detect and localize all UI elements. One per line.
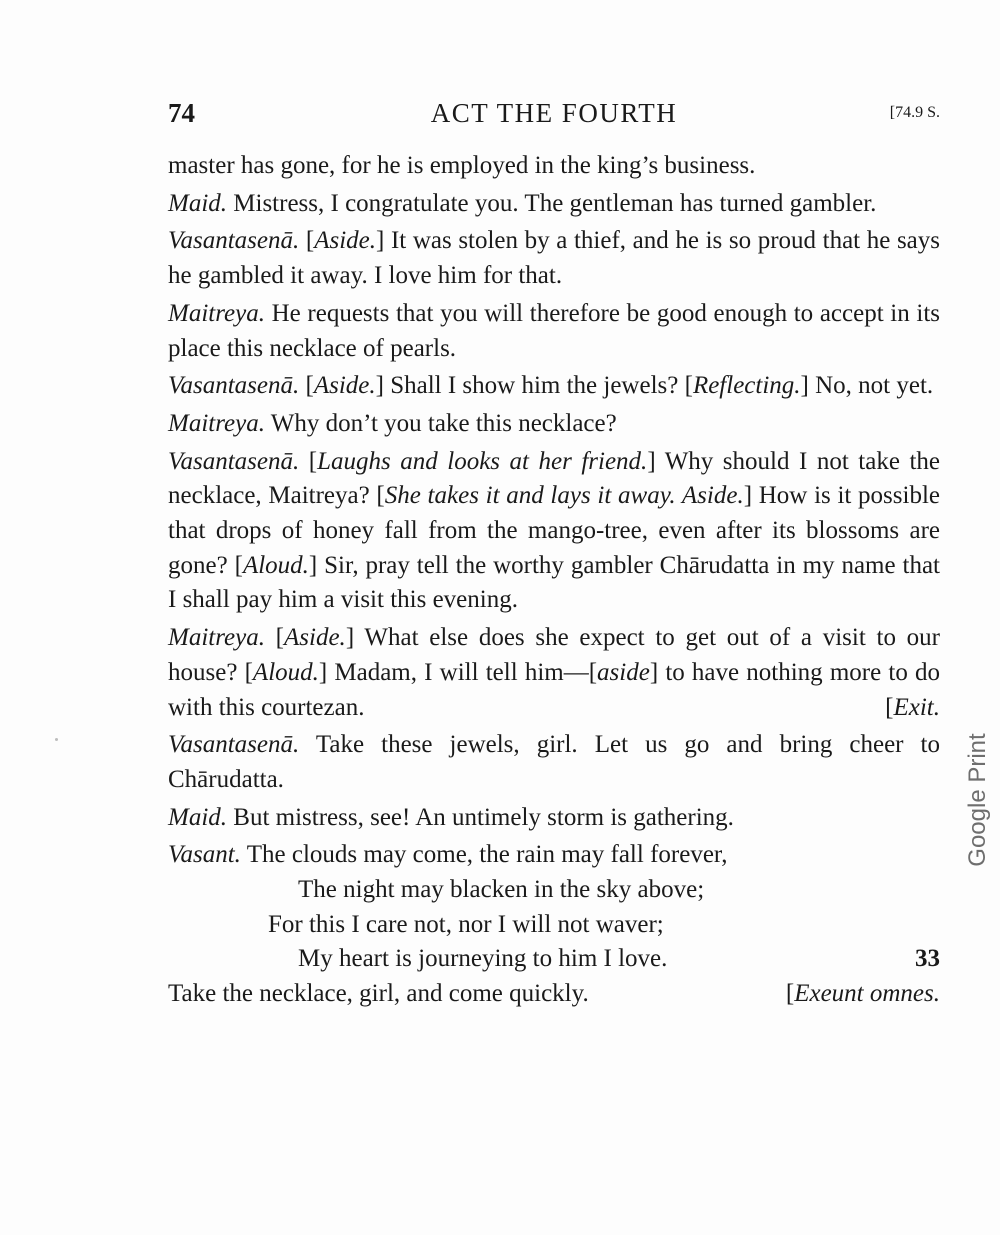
paragraph: master has gone, for he is employed in the king’s business. [168, 152, 756, 179]
paragraph: Take the necklace, girl, and come quickly. [Exeunt omnes. [168, 977, 940, 1012]
speaker-name: Maid. [168, 189, 228, 217]
stage-direction: She takes it and lays it away. Aside. [384, 482, 744, 510]
stage-direction: Aside. [284, 624, 346, 652]
speaker-name: Maid. [168, 803, 228, 831]
paragraph: Vasantasenā. [Aside.] It was stolen by a thief, and he is so proud that he says he gambled it away. I love him for that. [168, 227, 941, 290]
running-title: ACT THE FOURTH [430, 98, 678, 128]
verse-line: For this I care not, nor I will not waver; [268, 910, 664, 938]
speaker-name: Maitreya. [168, 409, 265, 437]
speaker-name: Vasant. [168, 841, 241, 869]
speaker-name: Vasantasenā. [168, 447, 300, 475]
verse-line: Vasant. The clouds may come, the rain may fall forever, [168, 841, 728, 869]
paragraph: Vasantasenā. [Aside.] Shall I show him the jewels? [Reflecting.] No, not yet. [168, 372, 934, 400]
speaker-name: Maitreya. [168, 299, 265, 327]
paragraph: Vasantasenā. [Laughs and looks at her friend.] Why should I not take the necklace, Maitreya? [She takes it and lays it away. Aside.] How is it possible that drops of honey fall from the mango-tree, even after its blossoms are gone? [Aloud.] Sir, pray tell the worthy gambler Chārudatta in my name that I shall pay him a visit this evening. [168, 447, 940, 614]
verse-number: 33 [915, 945, 940, 973]
stage-direction: Reflecting. [692, 372, 801, 400]
verse-line: My heart is journeying to him I love. 33 [168, 942, 940, 977]
paragraph: Maitreya. Why don’t you take this necklace? [168, 409, 617, 437]
exit-direction: [Exeunt omnes. [785, 980, 940, 1008]
speaker-name: Vasantasenā. [168, 372, 300, 400]
verse [168, 838, 940, 977]
stage-direction: Aloud. [242, 551, 309, 579]
stage-direction: Aside. [314, 227, 376, 255]
running-header [168, 98, 940, 132]
paragraph: Maid. Mistress, I congratulate you. The gentleman has turned gambler. [168, 189, 877, 217]
paragraph: Maitreya. He requests that you will therefore be good enough to accept in its place this necklace of pearls. [168, 299, 940, 362]
page-number: 74 [168, 98, 195, 128]
paragraph: Maitreya. [Aside.] What else does she expect to get out of a visit to our house? [Aloud.] Madam, I will tell him—[aside] to have nothing more to do with this courtezan. [Exit. [168, 621, 940, 725]
body-text [168, 149, 940, 1015]
stage-direction: aside [597, 658, 650, 686]
paragraph: Maid. But mistress, see! An untimely storm is gathering. [168, 803, 734, 831]
google-print-watermark: Google Print [964, 733, 991, 867]
paragraph: Vasantasenā. Take these jewels, girl. Let us go and bring cheer to Chārudatta. [168, 731, 940, 793]
stage-direction: Aside. [313, 372, 376, 400]
speaker-name: Vasantasenā. [168, 731, 300, 759]
stage-direction: Aloud. [252, 658, 319, 686]
stage-direction: Laughs and looks at her friend. [317, 447, 648, 475]
verse-line: The night may blacken in the sky above; [298, 876, 705, 904]
speaker-name: Maitreya. [168, 624, 265, 652]
page-reference: [74.9 S. [889, 104, 940, 121]
speaker-name: Vasantasenā. [168, 227, 300, 255]
exit-direction: [Exit. [885, 693, 940, 721]
scan-speck [55, 738, 58, 741]
